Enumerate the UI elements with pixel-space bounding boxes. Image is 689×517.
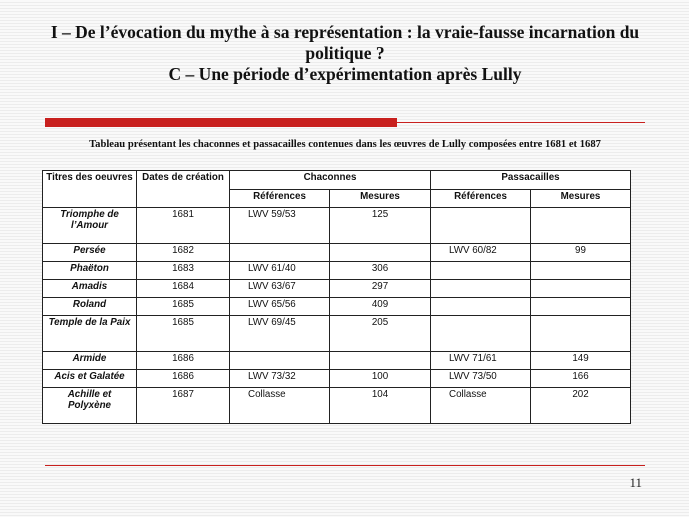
table-row xyxy=(43,244,631,262)
cell-chaconne-reference: Collasse xyxy=(230,388,330,424)
cell-passacaille-reference: LWV 73/50 xyxy=(431,370,531,388)
table-row xyxy=(43,316,631,352)
table-row xyxy=(43,208,631,244)
cell-passacaille-mesures: 202 xyxy=(531,388,631,424)
cell-titre: Phaëton xyxy=(43,262,137,280)
cell-chaconne-reference: LWV 73/32 xyxy=(230,370,330,388)
page-number: 11 xyxy=(629,475,642,490)
cell-date: 1685 xyxy=(137,298,230,316)
cell-chaconne-mesures: 297 xyxy=(330,280,431,298)
cell-date: 1686 xyxy=(137,352,230,370)
header-chaconnes: Chaconnes xyxy=(230,171,431,190)
table-row xyxy=(43,262,631,280)
cell-passacaille-reference xyxy=(431,262,531,280)
header-passacailles-references: Références xyxy=(431,190,531,208)
title-line-2: politique ? xyxy=(305,43,385,63)
table-caption: Tableau présentant les chaconnes et passacailles contenues dans les œuvres de Lully composées entre 1681 et 1687 xyxy=(89,139,601,150)
cell-titre: Persée xyxy=(43,244,137,262)
cell-passacaille-reference: Collasse xyxy=(431,388,531,424)
cell-chaconne-mesures xyxy=(330,244,431,262)
title-line-1: I – De l’évocation du mythe à sa représentation : la vraie-fausse incarnation du xyxy=(50,22,640,42)
table-row xyxy=(43,388,631,424)
cell-chaconne-reference: LWV 61/40 xyxy=(230,262,330,280)
cell-passacaille-reference: LWV 60/82 xyxy=(431,244,531,262)
table-row xyxy=(43,298,631,316)
cell-passacaille-mesures xyxy=(531,298,631,316)
cell-chaconne-reference: LWV 63/67 xyxy=(230,280,330,298)
cell-passacaille-mesures xyxy=(531,208,631,244)
cell-date: 1681 xyxy=(137,208,230,244)
header-titres: Titres des oeuvres xyxy=(43,171,137,208)
cell-titre: Acis et Galatée xyxy=(43,370,137,388)
cell-date: 1683 xyxy=(137,262,230,280)
cell-chaconne-reference xyxy=(230,244,330,262)
header-chaconnes-references: Références xyxy=(230,190,330,208)
cell-chaconne-mesures: 409 xyxy=(330,298,431,316)
cell-passacaille-mesures xyxy=(531,280,631,298)
cell-passacaille-reference xyxy=(431,316,531,352)
cell-passacaille-mesures: 99 xyxy=(531,244,631,262)
cell-passacaille-reference xyxy=(431,298,531,316)
cell-date: 1684 xyxy=(137,280,230,298)
cell-chaconne-reference: LWV 69/45 xyxy=(230,316,330,352)
cell-passacaille-mesures: 166 xyxy=(531,370,631,388)
cell-titre: Achille et Polyxène xyxy=(43,388,137,424)
cell-chaconne-mesures: 100 xyxy=(330,370,431,388)
cell-chaconne-mesures: 205 xyxy=(330,316,431,352)
cell-chaconne-reference xyxy=(230,352,330,370)
header-chaconnes-mesures: Mesures xyxy=(330,190,431,208)
cell-passacaille-reference xyxy=(431,208,531,244)
title-line-3: C – Une période d’expérimentation après Lully xyxy=(168,64,522,84)
data-table xyxy=(42,170,631,424)
header-dates: Dates de création xyxy=(137,171,230,208)
cell-passacaille-mesures: 149 xyxy=(531,352,631,370)
table-body xyxy=(43,208,631,424)
header-passacailles: Passacailles xyxy=(431,171,631,190)
cell-chaconne-mesures: 125 xyxy=(330,208,431,244)
header-passacailles-mesures: Mesures xyxy=(531,190,631,208)
cell-titre: Triomphe de l’Amour xyxy=(43,208,137,244)
cell-chaconne-mesures: 104 xyxy=(330,388,431,424)
cell-date: 1686 xyxy=(137,370,230,388)
cell-passacaille-reference: LWV 71/61 xyxy=(431,352,531,370)
cell-titre: Amadis xyxy=(43,280,137,298)
cell-chaconne-reference: LWV 59/53 xyxy=(230,208,330,244)
cell-passacaille-reference xyxy=(431,280,531,298)
accent-bar xyxy=(45,118,397,127)
cell-date: 1685 xyxy=(137,316,230,352)
cell-passacaille-mesures xyxy=(531,262,631,280)
cell-chaconne-mesures xyxy=(330,352,431,370)
cell-passacaille-mesures xyxy=(531,316,631,352)
table-row xyxy=(43,370,631,388)
cell-chaconne-reference: LWV 65/56 xyxy=(230,298,330,316)
cell-chaconne-mesures: 306 xyxy=(330,262,431,280)
table-row xyxy=(43,352,631,370)
accent-rule xyxy=(397,122,645,123)
cell-date: 1682 xyxy=(137,244,230,262)
table-row xyxy=(43,280,631,298)
footer-rule xyxy=(45,465,645,466)
cell-titre: Roland xyxy=(43,298,137,316)
slide-title xyxy=(30,22,660,85)
cell-date: 1687 xyxy=(137,388,230,424)
cell-titre: Armide xyxy=(43,352,137,370)
cell-titre: Temple de la Paix xyxy=(43,316,137,352)
